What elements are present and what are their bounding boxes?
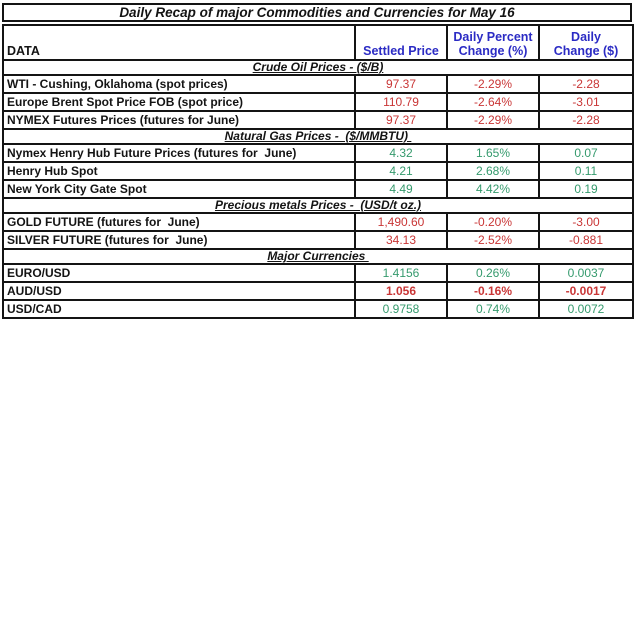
column-header-daily-percent-line2: Change (%) xyxy=(458,44,528,58)
daily-percent-value: 0.26% xyxy=(447,264,539,282)
daily-percent-value: -2.29% xyxy=(447,75,539,93)
daily-change-value: 0.0072 xyxy=(539,300,633,318)
row-label: GOLD FUTURE (futures for June) xyxy=(3,213,355,231)
column-header-daily-percent-line1: Daily Percent xyxy=(453,30,533,44)
column-header-settled-price: Settled Price xyxy=(355,25,447,60)
column-header-daily-percent-change xyxy=(447,25,539,60)
row-label: USD/CAD xyxy=(3,300,355,318)
daily-change-value: -3.00 xyxy=(539,213,633,231)
daily-change-value: -0.0017 xyxy=(539,282,633,300)
settled-price-value: 4.32 xyxy=(355,144,447,162)
settled-price-value: 1.056 xyxy=(355,282,447,300)
settled-price-value: 1.4156 xyxy=(355,264,447,282)
daily-change-value: 0.11 xyxy=(539,162,633,180)
table-header-row xyxy=(3,25,633,60)
section-heading: Precious metals Prices - (USD/t oz.) xyxy=(3,198,633,213)
table-row xyxy=(3,93,633,111)
row-label: Henry Hub Spot xyxy=(3,162,355,180)
row-label: Nymex Henry Hub Future Prices (futures for June) xyxy=(3,144,355,162)
row-label: WTI - Cushing, Oklahoma (spot prices) xyxy=(3,75,355,93)
table-row xyxy=(3,231,633,249)
daily-change-value: 0.0037 xyxy=(539,264,633,282)
daily-percent-value: 0.74% xyxy=(447,300,539,318)
daily-percent-value: 4.42% xyxy=(447,180,539,198)
column-header-daily-change xyxy=(539,25,633,60)
column-header-data: DATA xyxy=(3,25,355,60)
row-label: AUD/USD xyxy=(3,282,355,300)
table-row xyxy=(3,213,633,231)
daily-percent-value: -2.52% xyxy=(447,231,539,249)
section-row-crude-oil xyxy=(3,60,633,75)
section-heading: Major Currencies xyxy=(3,249,633,264)
commodities-currencies-table xyxy=(2,24,634,319)
table-row xyxy=(3,300,633,318)
settled-price-value: 97.37 xyxy=(355,111,447,129)
table-row xyxy=(3,162,633,180)
daily-percent-value: -2.64% xyxy=(447,93,539,111)
table-row xyxy=(3,264,633,282)
section-row-precious-metals xyxy=(3,198,633,213)
daily-change-value: 0.07 xyxy=(539,144,633,162)
row-label: Europe Brent Spot Price FOB (spot price) xyxy=(3,93,355,111)
daily-percent-value: 2.68% xyxy=(447,162,539,180)
section-heading: Natural Gas Prices - ($/MMBTU) xyxy=(3,129,633,144)
table-row xyxy=(3,282,633,300)
row-label: SILVER FUTURE (futures for June) xyxy=(3,231,355,249)
daily-change-value: -2.28 xyxy=(539,111,633,129)
row-label: NYMEX Futures Prices (futures for June) xyxy=(3,111,355,129)
column-header-daily-change-line2: Change ($) xyxy=(553,44,619,58)
settled-price-value: 34.13 xyxy=(355,231,447,249)
settled-price-value: 0.9758 xyxy=(355,300,447,318)
daily-percent-value: 1.65% xyxy=(447,144,539,162)
section-row-major-currencies xyxy=(3,249,633,264)
daily-change-value: 0.19 xyxy=(539,180,633,198)
report-title: Daily Recap of major Commodities and Currencies for May 16 xyxy=(2,3,632,22)
daily-percent-value: -0.16% xyxy=(447,282,539,300)
table-row xyxy=(3,144,633,162)
column-header-daily-change-line1: Daily xyxy=(571,30,601,44)
row-label: EURO/USD xyxy=(3,264,355,282)
table-row xyxy=(3,75,633,93)
table-row xyxy=(3,111,633,129)
settled-price-value: 4.49 xyxy=(355,180,447,198)
settled-price-value: 4.21 xyxy=(355,162,447,180)
settled-price-value: 97.37 xyxy=(355,75,447,93)
section-row-natural-gas xyxy=(3,129,633,144)
table-row xyxy=(3,180,633,198)
daily-percent-value: -0.20% xyxy=(447,213,539,231)
settled-price-value: 110.79 xyxy=(355,93,447,111)
daily-change-value: -2.28 xyxy=(539,75,633,93)
daily-change-value: -3.01 xyxy=(539,93,633,111)
section-heading: Crude Oil Prices - ($/B) xyxy=(3,60,633,75)
settled-price-value: 1,490.60 xyxy=(355,213,447,231)
daily-change-value: -0.881 xyxy=(539,231,633,249)
row-label: New York City Gate Spot xyxy=(3,180,355,198)
daily-percent-value: -2.29% xyxy=(447,111,539,129)
